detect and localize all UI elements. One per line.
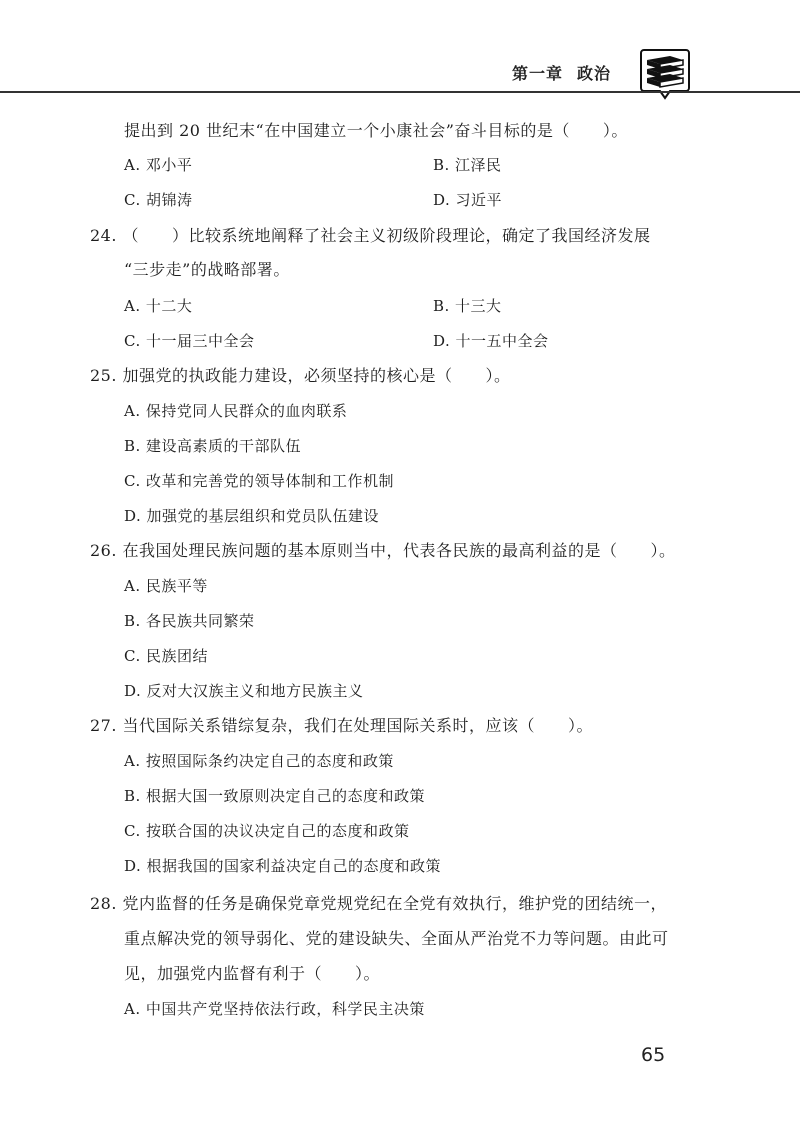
question-26-option-b: B. 各民族共同繁荣 [124,612,255,630]
page-number: 65 [641,1044,666,1066]
question-23-stem: 提出到 20 世纪末“在中国建立一个小康社会”奋斗目标的是（ ）。 [124,121,628,140]
chapter-heading [512,61,611,84]
question-24-option-a: A. 十二大 [124,297,193,315]
question-23-option-c: C. 胡锦涛 [124,191,193,209]
question-28-option-a: A. 中国共产党坚持依法行政，科学民主决策 [124,1000,425,1018]
question-25-option-b: B. 建设高素质的干部队伍 [124,437,302,455]
question-24-stem-line-1: 24. （ ）比较系统地阐释了社会主义初级阶段理论，确定了我国经济发展 [90,226,651,245]
question-26-option-d: D. 反对大汉族主义和地方民族主义 [124,682,364,700]
header-rule [0,91,800,93]
question-24-option-b: B. 十三大 [433,297,502,315]
question-25-stem: 25. 加强党的执政能力建设，必须坚持的核心是（ ）。 [90,366,511,385]
question-25-option-a: A. 保持党同人民群众的血肉联系 [124,402,348,420]
question-27-option-c: C. 按联合国的决议决定自己的态度和政策 [124,822,410,840]
question-27-option-a: A. 按照国际条约决定自己的态度和政策 [124,752,394,770]
question-26-option-a: A. 民族平等 [124,577,208,595]
question-25-option-d: D. 加强党的基层组织和党员队伍建设 [124,507,380,525]
question-23-option-b: B. 江泽民 [433,156,502,174]
question-24-option-d: D. 十一五中全会 [433,332,549,350]
question-28-stem-line-1: 28. 党内监督的任务是确保党章党规党纪在全党有效执行，维护党的团结统一， [90,894,668,913]
question-26-option-c: C. 民族团结 [124,647,208,665]
question-25-option-c: C. 改革和完善党的领导体制和工作机制 [124,472,394,490]
question-27-option-d: D. 根据我国的国家利益决定自己的态度和政策 [124,857,442,875]
question-24-stem-line-2: “三步走”的战略部署。 [124,260,290,279]
chapter-title: 政治 [577,64,612,83]
chapter-number: 第一章 [512,64,564,83]
question-26-stem: 26. 在我国处理民族问题的基本原则当中，代表各民族的最高利益的是（ ）。 [90,541,676,560]
question-28-stem-line-3: 见，加强党内监督有利于（ ）。 [124,964,381,983]
question-24-option-c: C. 十一届三中全会 [124,332,255,350]
question-23-option-a: A. 邓小平 [124,156,193,174]
question-28-stem-line-2: 重点解决党的领导弱化、党的建设缺失、全面从严治党不力等问题。由此可 [124,929,669,948]
question-27-option-b: B. 根据大国一致原则决定自己的态度和政策 [124,787,426,805]
question-23-option-d: D. 习近平 [433,191,503,209]
question-27-stem: 27. 当代国际关系错综复杂，我们在处理国际关系时，应该（ ）。 [90,716,594,735]
